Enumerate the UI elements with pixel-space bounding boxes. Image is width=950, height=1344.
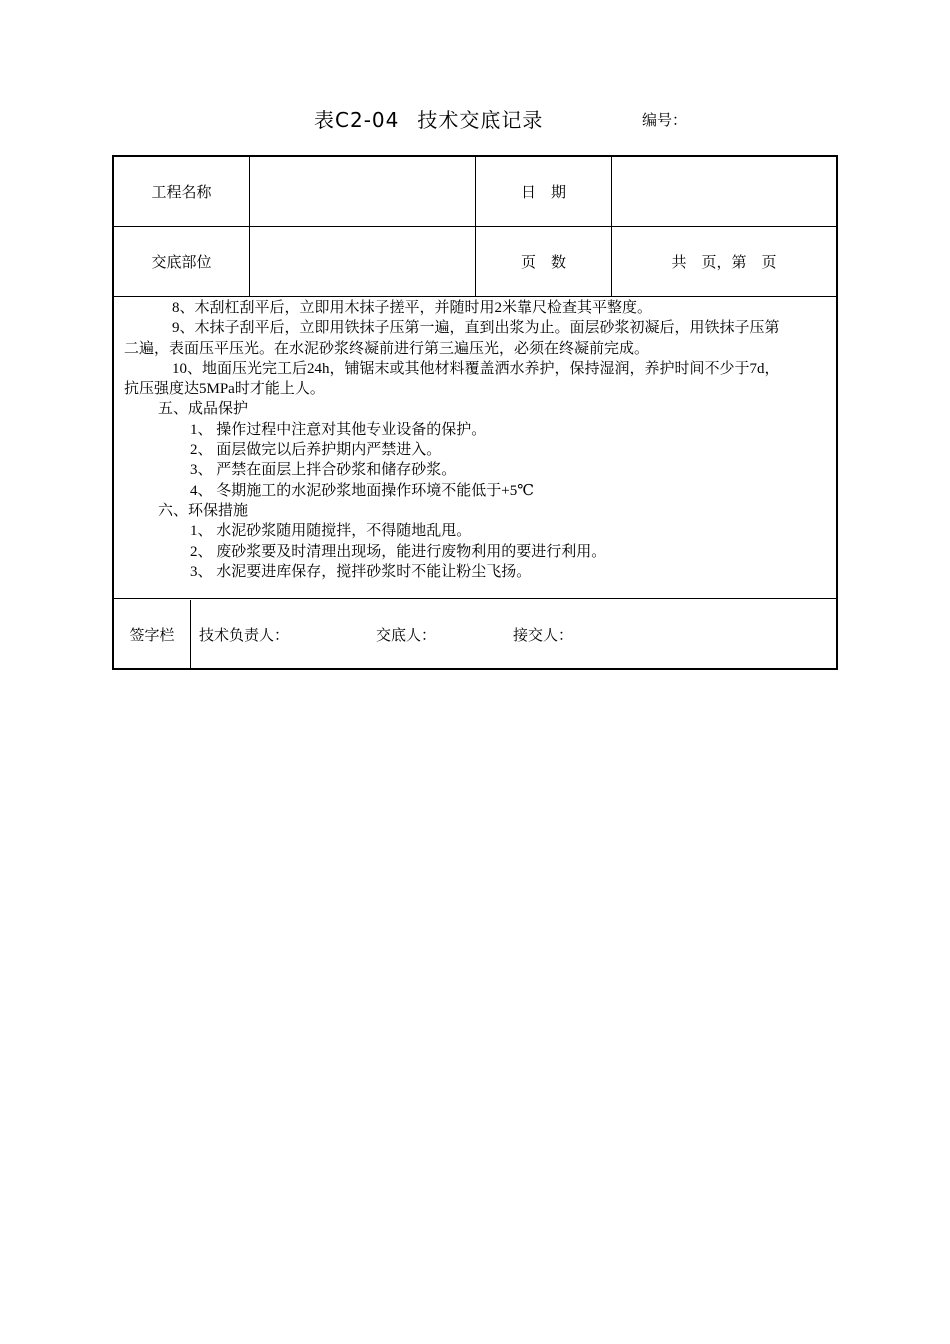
item-9-line-1: 9、木抹子刮平后，立即用铁抹子压第一遍，直到出浆为止。面层砂浆初凝后，用铁抹子压第 bbox=[172, 320, 780, 337]
info-row-1 bbox=[114, 157, 836, 227]
item-10-line-2: 抗压强度达5MPa时才能上人。 bbox=[124, 381, 325, 398]
location-label: 交底部位 bbox=[114, 227, 250, 296]
receiver-signature[interactable]: 接交人： bbox=[513, 625, 574, 644]
section-6-item: 2、 废砂浆要及时清理出现场，能进行废物利用的要进行利用。 bbox=[190, 543, 607, 560]
project-name-label: 工程名称 bbox=[114, 157, 250, 226]
date-label: 日 期 bbox=[476, 157, 612, 226]
form-code: 表C2-04 bbox=[314, 108, 400, 132]
location-field[interactable] bbox=[250, 227, 476, 296]
item-8: 8、木刮杠刮平后，立即用木抹子搓平，并随时用2米靠尺检查其平整度。 bbox=[172, 300, 653, 316]
page-title bbox=[314, 104, 543, 133]
section-5-item: 2、 面层做完以后养护期内严禁进入。 bbox=[190, 442, 442, 459]
section-6-item: 1、 水泥砂浆随用随搅拌，不得随地乱甩。 bbox=[190, 523, 472, 540]
discloser-signature[interactable]: 交底人： bbox=[376, 625, 437, 644]
section-5-item: 4、 冬期施工的水泥砂浆地面操作环境不能低于+5℃ bbox=[190, 482, 534, 499]
pages-field[interactable]: 共 页，第 页 bbox=[671, 253, 777, 271]
item-9-line-2: 二遍，表面压平压光。在水泥砂浆终凝前进行第三遍压光，必须在终凝前完成。 bbox=[124, 340, 650, 357]
section-6-title: 六、环保措施 bbox=[158, 502, 249, 519]
date-field[interactable] bbox=[612, 157, 836, 226]
disclosure-content bbox=[114, 297, 836, 599]
signature-label: 签字栏 bbox=[114, 600, 191, 668]
pages-label: 页 数 bbox=[476, 227, 612, 296]
title-row bbox=[0, 104, 950, 134]
tech-lead-signature[interactable]: 技术负责人： bbox=[199, 625, 290, 644]
signature-row bbox=[114, 600, 836, 668]
section-5-item: 3、 严禁在面层上拌合砂浆和储存砂浆。 bbox=[190, 462, 457, 479]
section-5-title: 五、成品保护 bbox=[158, 401, 249, 418]
section-5-item: 1、 操作过程中注意对其他专业设备的保护。 bbox=[190, 421, 487, 438]
project-name-field[interactable] bbox=[250, 157, 476, 226]
info-row-2 bbox=[114, 227, 836, 297]
serial-number-label: 编号： bbox=[642, 111, 688, 129]
section-6-item: 3、 水泥要进库保存，搅拌砂浆时不能让粉尘飞扬。 bbox=[190, 563, 532, 580]
disclosure-form bbox=[112, 155, 838, 670]
form-title: 技术交底记录 bbox=[417, 108, 544, 132]
item-10-line-1: 10、地面压光完工后24h，铺锯末或其他材料覆盖洒水养护，保持湿润，养护时间不少于7d， bbox=[172, 360, 780, 377]
